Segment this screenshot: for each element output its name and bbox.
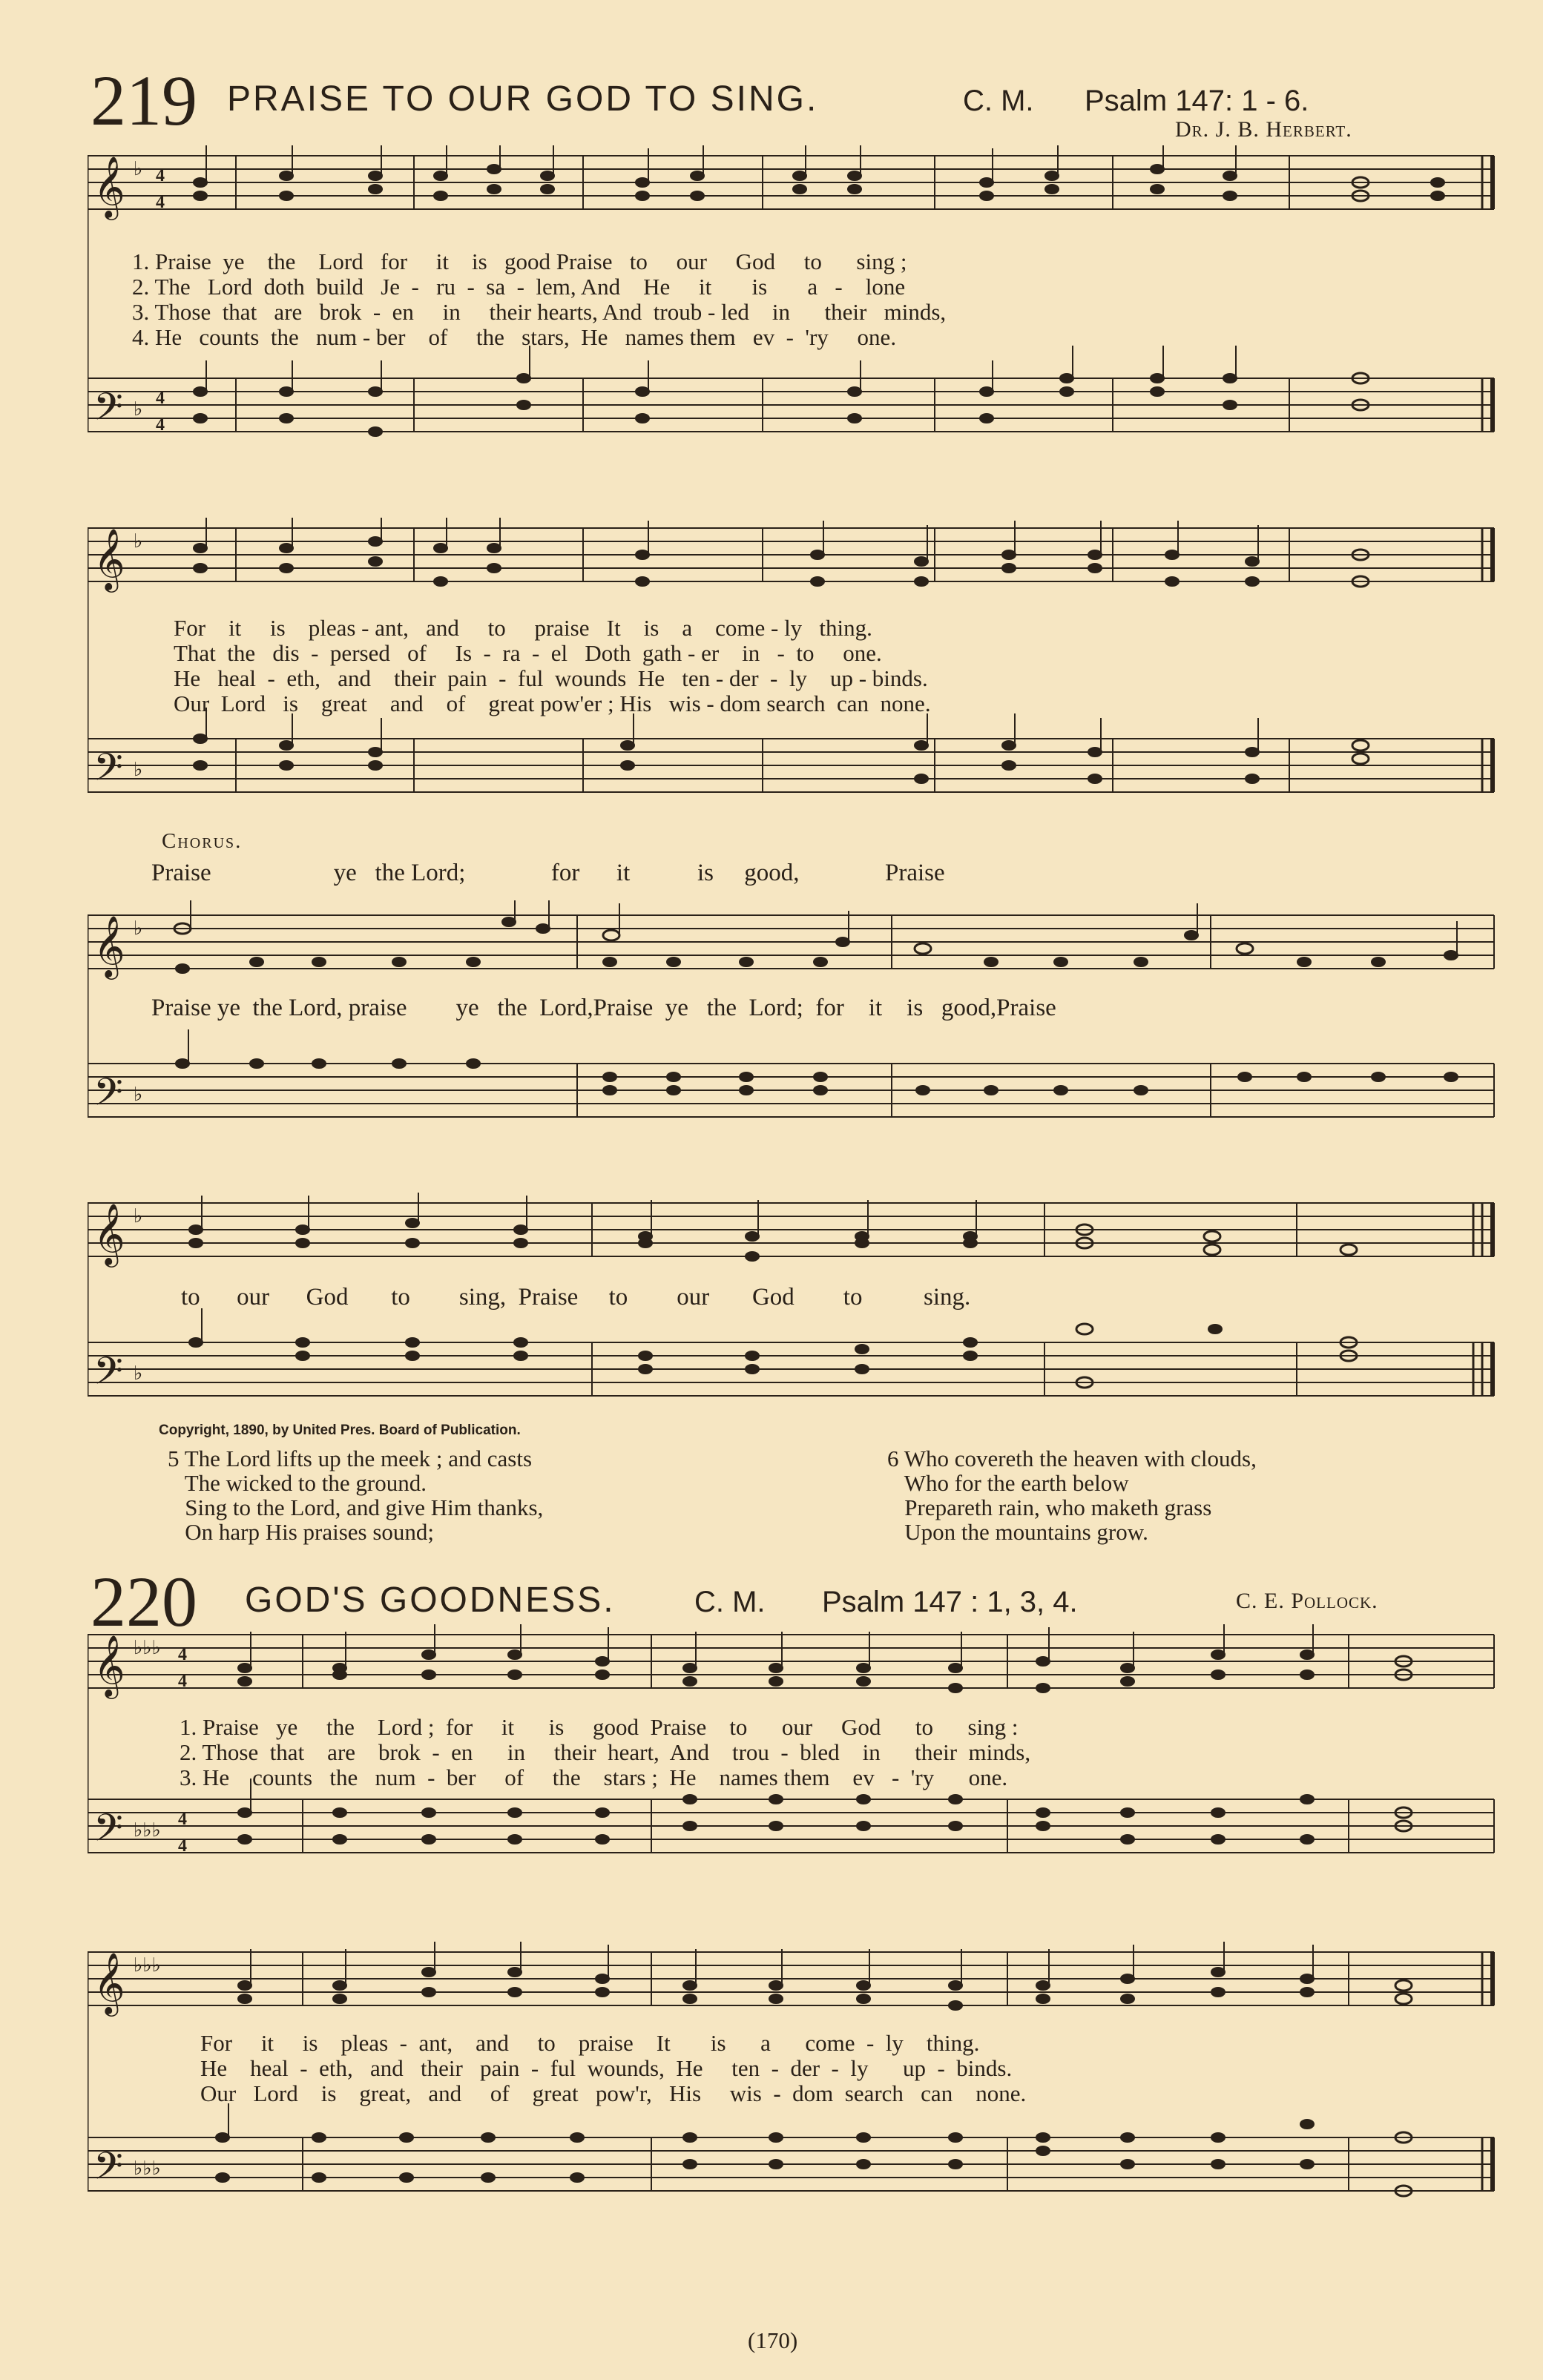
hymn-219-system-2-verse-2: That the dis - persed of Is - ra - el Doth gath - er in - to one. <box>174 640 882 666</box>
hymn-220-scripture: Psalm 147 : 1, 3, 4. <box>822 1586 1078 1618</box>
svg-text:♭♭♭: ♭♭♭ <box>134 2158 161 2179</box>
svg-text:♭: ♭ <box>134 1205 143 1227</box>
svg-text:𝄞: 𝄞 <box>93 914 125 977</box>
svg-text:𝄞: 𝄞 <box>93 1202 125 1265</box>
hymn-219-title: PRAISE TO OUR GOD TO SING. <box>227 79 819 119</box>
page-number: (170) <box>748 2327 798 2353</box>
hymn-219-system-1-verse-1: 1. Praise ye the Lord for it is good Praise to our God to sing ; <box>132 248 907 274</box>
hymn-219-number: 219 <box>91 61 197 140</box>
chorus-label: Chorus. <box>162 829 243 853</box>
svg-text:4: 4 <box>156 193 165 212</box>
svg-text:𝄢: 𝄢 <box>93 745 123 799</box>
svg-text:𝄢: 𝄢 <box>93 1069 123 1124</box>
svg-text:♭♭♭: ♭♭♭ <box>134 1637 161 1658</box>
hymn-219-system-2-verse-1: For it is pleas - ant, and to praise It is a come - ly thing. <box>174 615 872 641</box>
svg-text:♭: ♭ <box>134 1362 143 1384</box>
hymn-220-system-1-verse-3: 3. He counts the num - ber of the stars ; He names them ev - 'ry one. <box>180 1764 1008 1790</box>
svg-text:𝄢: 𝄢 <box>93 1348 123 1402</box>
copyright-notice: Copyright, 1890, by United Pres. Board of Publication. <box>159 1423 521 1438</box>
verse-5-line-3: Sing to the Lord, and give Him thanks, <box>168 1494 544 1520</box>
hymn-220-system-2-verse-1: For it is pleas - ant, and to praise It is a come - ly thing. <box>200 2030 980 2056</box>
svg-text:4: 4 <box>178 1810 187 1829</box>
svg-text:4: 4 <box>156 389 165 408</box>
chorus-upper-lyrics: Praise ye the Lord; for it is good, Praise <box>151 860 945 886</box>
svg-text:𝄢: 𝄢 <box>93 2143 123 2198</box>
verse-5-line-1: 5 The Lord lifts up the meek ; and casts <box>168 1446 533 1471</box>
svg-text:♭: ♭ <box>134 158 143 179</box>
svg-text:𝄢: 𝄢 <box>93 384 123 438</box>
hymn-220-system-2-verse-2: He heal - eth, and their pain - ful wounds, He ten - der - ly up - binds. <box>200 2055 1013 2081</box>
svg-text:4: 4 <box>156 166 165 185</box>
hymn-220-composer: C. E. Pollock. <box>1236 1589 1378 1613</box>
svg-text:♭: ♭ <box>134 398 143 420</box>
verse-6-line-3: Prepareth rain, who maketh grass <box>887 1494 1212 1520</box>
verse-5-line-4: On harp His praises sound; <box>168 1519 435 1545</box>
svg-text:𝄞: 𝄞 <box>93 527 125 590</box>
svg-text:♭♭♭: ♭♭♭ <box>134 1954 161 1976</box>
hymn-220-system-1-verse-1: 1. Praise ye the Lord ; for it is good Praise to our God to sing : <box>180 1714 1019 1740</box>
svg-text:♭: ♭ <box>134 917 143 939</box>
hymn-220-number: 220 <box>91 1562 197 1641</box>
svg-text:𝄢: 𝄢 <box>93 1805 123 1859</box>
svg-text:4: 4 <box>156 415 165 435</box>
hymn-220-title: GOD'S GOODNESS. <box>245 1580 616 1620</box>
hymn-219-system-4-lyrics: to our God to sing, Praise to our God to sing. <box>181 1284 971 1311</box>
hymn-219-scripture: Psalm 147: 1 - 6. <box>1085 85 1309 117</box>
svg-text:4: 4 <box>178 1645 187 1664</box>
verse-5-line-2: The wicked to the ground. <box>168 1470 427 1496</box>
verse-6-line-2: Who for the earth below <box>887 1470 1129 1496</box>
hymn-219-system-1-verse-3: 3. Those that are brok - en in their hearts, And troub - led in their minds, <box>132 299 947 325</box>
svg-text:♭: ♭ <box>134 1084 143 1105</box>
hymn-219-system-2-verse-4: Our Lord is great and of great pow'er ; His wis - dom search can none. <box>174 690 931 716</box>
hymn-219-meter: C. M. <box>963 85 1034 117</box>
svg-text:𝄞: 𝄞 <box>93 1951 125 2014</box>
svg-text:4: 4 <box>178 1672 187 1691</box>
svg-text:𝄞: 𝄞 <box>93 1634 125 1696</box>
hymn-220-meter: C. M. <box>694 1586 766 1618</box>
svg-text:𝄞: 𝄞 <box>93 155 125 217</box>
svg-text:4: 4 <box>178 1836 187 1856</box>
svg-text:♭: ♭ <box>134 530 143 552</box>
svg-text:♭: ♭ <box>134 759 143 780</box>
svg-text:♭♭♭: ♭♭♭ <box>134 1819 161 1841</box>
hymn-220-system-1-verse-2: 2. Those that are brok - en in their heart, And trou - bled in their minds, <box>180 1739 1031 1765</box>
hymn-219-system-1-verse-2: 2. The Lord doth build Je - ru - sa - lem, And He it is a - lone <box>132 274 906 300</box>
hymn-220-system-2-verse-3: Our Lord is great, and of great pow'r, His wis - dom search can none. <box>200 2080 1027 2106</box>
chorus-lower-lyrics: Praise ye the Lord, praise ye the Lord,Praise ye the Lord; for it is good,Praise <box>151 995 1056 1021</box>
hymn-219-system-1-verse-4: 4. He counts the num - ber of the stars, He names them ev - 'ry one. <box>132 324 897 350</box>
verse-6-line-1: 6 Who covereth the heaven with clouds, <box>887 1446 1257 1471</box>
verse-6-line-4: Upon the mountains grow. <box>887 1519 1148 1545</box>
hymn-219-system-2-verse-3: He heal - eth, and their pain - ful wounds He ten - der - ly up - binds. <box>174 665 928 691</box>
hymn-219-composer: Dr. J. B. Herbert. <box>1175 117 1352 142</box>
